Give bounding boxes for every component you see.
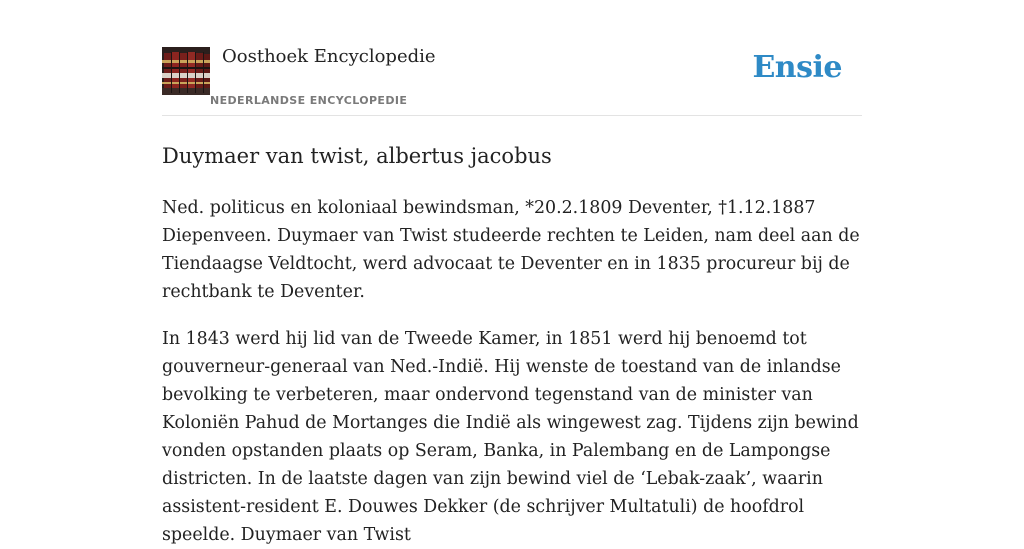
page [162, 0, 862, 549]
entry-body [162, 194, 862, 549]
site-header [162, 0, 862, 116]
site-subtitle: NEDERLANDSE ENCYCLOPEDIE [210, 94, 408, 107]
entry-paragraph: In 1843 werd hij lid van de Tweede Kamer, in 1851 werd hij benoemd tot gouverneur-generaal van Ned.-Indië. Hij wenste de toestand van de inlandse bevolking te verbeteren, maar ondervond tegenstand van de minister van Koloniën Pahud de Mortanges die Indië als wingewest zag. Tijdens zijn bewind vonden opstanden plaats op Seram, Banka, in Palembang en de Lampongse districten. In de laatste dagen van zijn bewind viel de ‘Lebak-zaak’, waarin assistent-resident E. Douwes Dekker (de schrijver Multatuli) de hoofdrol speelde. Duymaer van Twist [162, 329, 859, 545]
entry-paragraph: Ned. politicus en koloniaal bewindsman, *20.2.1809 Deventer, †1.12.1887 Diepenveen. Duymaer van Twist studeerde rechten te Leiden, nam deel aan de Tiendaagse Veldtocht, werd advocaat te Deventer en in 1835 procureur bij de rechtbank te Deventer. [162, 198, 860, 302]
ensie-brand-logo[interactable]: Ensie [752, 50, 842, 85]
site-title[interactable]: Oosthoek Encyclopedie [222, 46, 436, 67]
encyclopedia-books-logo-icon[interactable] [162, 47, 210, 95]
entry-title: Duymaer van twist, albertus jacobus [162, 144, 552, 168]
